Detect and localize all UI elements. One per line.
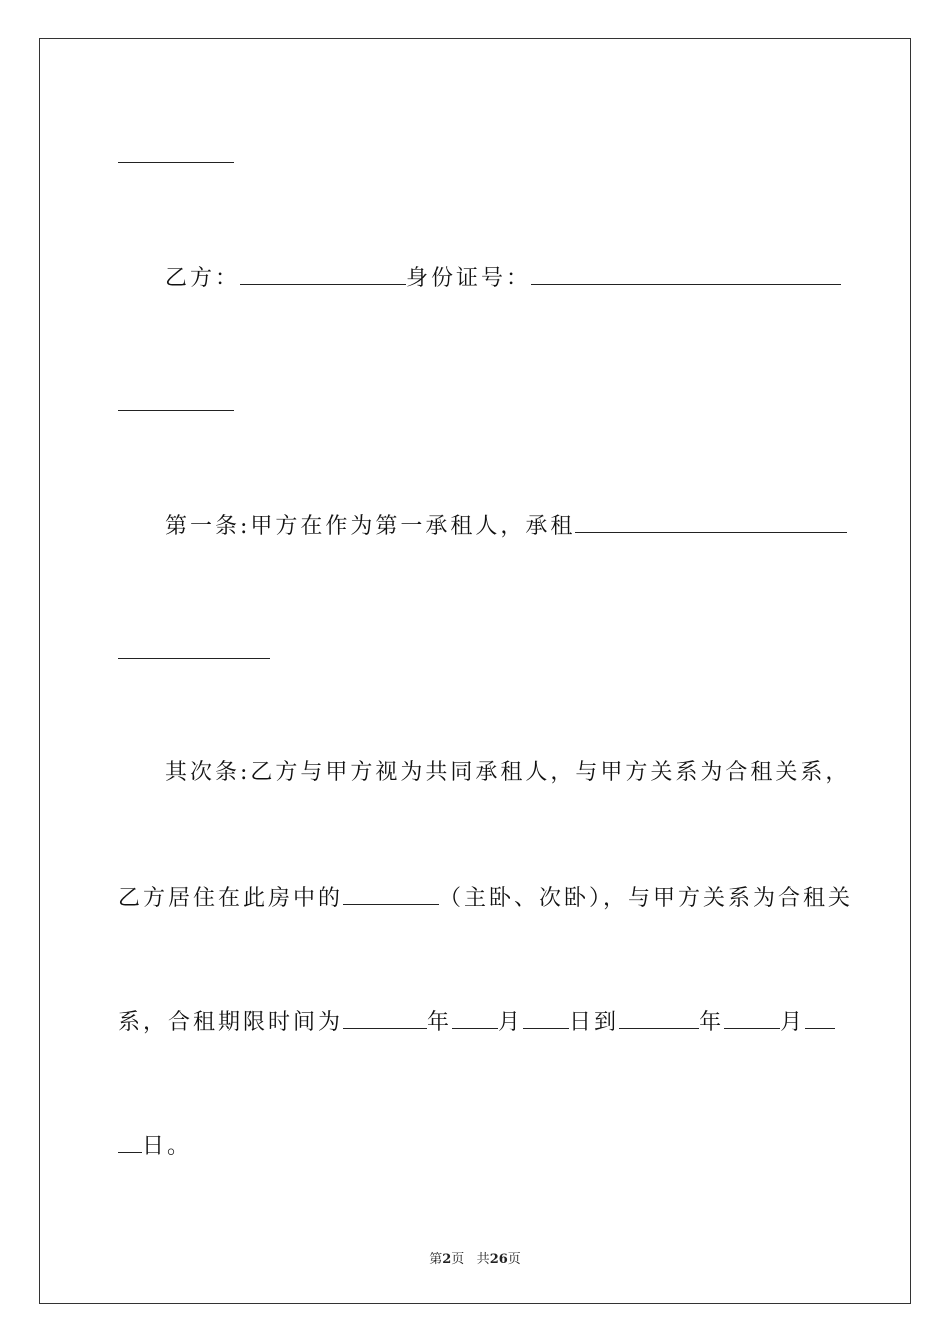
blank-continuation-2 xyxy=(118,388,234,420)
fill-blank xyxy=(118,388,234,411)
page-footer xyxy=(0,1248,950,1267)
end-month-blank xyxy=(724,1006,780,1029)
start-year-blank xyxy=(343,1006,427,1029)
fill-blank xyxy=(118,636,270,659)
fill-blank xyxy=(118,140,234,163)
end-day-label: 日。 xyxy=(142,1134,193,1159)
page-frame xyxy=(39,38,911,1304)
page-number: 2 xyxy=(442,1252,452,1267)
article-2-text-1: 其次条:乙方与甲方视为共同承租人，与甲方关系为合租关系， xyxy=(165,760,851,785)
article-2-text-3a: 系，合租期限时间为 xyxy=(118,1010,344,1035)
article-1-text: 第一条:甲方在作为第一承租人，承租 xyxy=(165,514,576,539)
party-b-line xyxy=(165,262,841,294)
blank-continuation-3 xyxy=(118,636,270,668)
article-1-line xyxy=(165,510,847,542)
article-2-line-4 xyxy=(118,1130,192,1162)
room-type-blank xyxy=(343,882,439,905)
start-month-label: 月 xyxy=(498,1010,524,1035)
end-month-label: 月 xyxy=(780,1010,806,1035)
total-prefix: 共 xyxy=(476,1252,490,1267)
article-2-line-1 xyxy=(165,758,850,788)
day-to-label: 日到 xyxy=(569,1010,620,1035)
end-day-blank-end xyxy=(118,1130,142,1153)
start-day-blank xyxy=(523,1006,569,1029)
blank-continuation-1 xyxy=(118,140,234,172)
total-pages: 26 xyxy=(489,1252,508,1267)
end-year-label: 年 xyxy=(699,1010,725,1035)
end-year-blank xyxy=(619,1006,699,1029)
page-prefix: 第 xyxy=(429,1252,443,1267)
id-number-label: 身份证号： xyxy=(406,266,532,291)
start-month-blank xyxy=(452,1006,498,1029)
id-number-blank xyxy=(531,262,841,285)
start-year-label: 年 xyxy=(427,1010,453,1035)
article-2-text-2b: （主卧、次卧），与甲方关系为合租关 xyxy=(439,886,854,911)
total-suffix: 页 xyxy=(507,1252,521,1267)
end-day-blank-start xyxy=(805,1006,835,1029)
party-b-label: 乙方： xyxy=(165,266,241,291)
party-b-name-blank xyxy=(240,262,406,285)
page-suffix: 页 xyxy=(451,1252,465,1267)
article-2-text-2a: 乙方居住在此房中的 xyxy=(118,886,344,911)
rented-property-blank xyxy=(575,510,847,533)
article-2-line-2 xyxy=(118,882,853,914)
article-2-line-3 xyxy=(118,1006,835,1038)
